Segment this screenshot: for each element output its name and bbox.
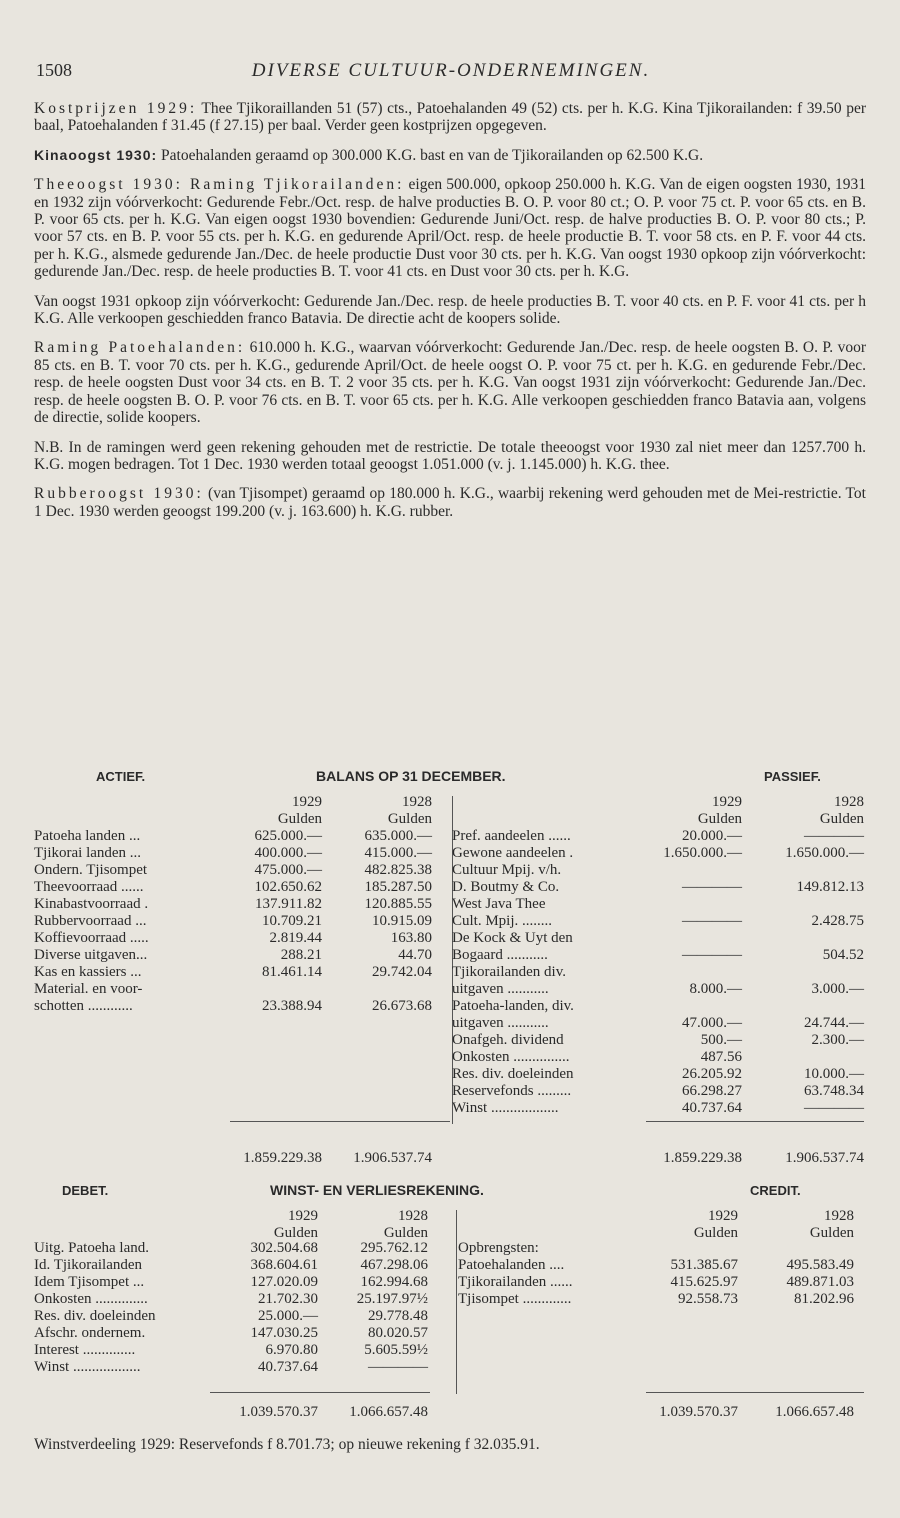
year-header: 1929 (292, 794, 322, 810)
value-1929: ———— (682, 913, 742, 929)
value-1929: 288.21 (280, 947, 322, 963)
total-1928: 1.906.537.74 (353, 1150, 432, 1166)
value-1928: 489.871.03 (786, 1274, 854, 1290)
row-label: Res. div. doeleinden (34, 1308, 156, 1324)
value-1929: 92.558.73 (678, 1291, 738, 1307)
row-label: Patoeha landen ... (34, 828, 141, 844)
page-header (36, 60, 866, 90)
value-1928: 29.742.04 (372, 964, 432, 980)
row-label: Tjikorailanden div. (452, 964, 566, 980)
year-header: 1929 (708, 1208, 738, 1224)
value-1928: 149.812.13 (796, 879, 864, 895)
row-label: Ondern. Tjisompet (34, 862, 148, 878)
row-label: De Kock & Uyt den (452, 930, 573, 946)
balance-sheet (34, 768, 866, 1178)
row-label: uitgaven ........... (452, 1015, 549, 1031)
row-label: Cult. Mpij. ........ (452, 913, 553, 929)
unit-header: Gulden (383, 1225, 428, 1241)
page-number: 1508 (36, 60, 72, 80)
paragraph-lead: Kostprijzen 1929: (34, 100, 198, 117)
value-1929: 127.020.09 (250, 1274, 318, 1290)
total-1929: 1.859.229.38 (243, 1150, 322, 1166)
value-1928: 25.197.97½ (356, 1291, 428, 1307)
value-1928: 163.80 (390, 930, 432, 946)
value-1929: 10.709.21 (262, 913, 322, 929)
value-1929: 47.000.— (682, 1015, 742, 1031)
row-label: schotten ............ (34, 998, 133, 1014)
credit-total-rule (646, 1392, 864, 1393)
unit-header: Gulden (277, 811, 322, 827)
credit-caption: CREDIT. (750, 1183, 801, 1198)
year-header: 1928 (398, 1208, 428, 1224)
value-1928: 295.762.12 (360, 1240, 428, 1256)
value-1929: 475.000.— (254, 862, 322, 878)
value-1928: 185.287.50 (364, 879, 432, 895)
column-divider (456, 1210, 457, 1394)
paragraph-text: Van oogst 1931 opkoop zijn vóórverkocht: Gedurende Jan./Dec. resp. de heele producties B. T. voor 40 cts. en P. F. voor 41 cts. per h K.G. Alle verkoopen geschiedden franco Batavia. De directie acht de koopers solide. (34, 292, 866, 328)
row-label: Id. Tjikorailanden (34, 1257, 143, 1273)
value-1929: 368.604.61 (250, 1257, 318, 1273)
value-1928: 26.673.68 (372, 998, 432, 1014)
row-label: Patoeha-landen, div. (452, 998, 574, 1014)
paragraph-lead: Rubberoogst 1930: (34, 485, 204, 503)
row-label: D. Boutmy & Co. (452, 879, 560, 895)
paragraph-text: Patoehalanden geraamd op 300.000 K.G. bast en van de Tjikorailanden op 62.500 K.G. (157, 146, 704, 164)
passief-caption: PASSIEF. (764, 769, 821, 784)
value-1928: 29.778.48 (368, 1308, 428, 1324)
value-1929: 2.819.44 (269, 930, 322, 946)
row-label: Winst .................. (452, 1100, 559, 1116)
value-1929: 400.000.— (254, 845, 322, 861)
value-1928: ———— (368, 1359, 428, 1375)
profit-distribution-note: Winstverdeeling 1929: Reservefonds f 8.701.73; op nieuwe rekening f 32.035.91. (34, 1436, 540, 1453)
unit-header: Gulden (693, 1225, 738, 1241)
paragraph-text: N.B. In de ramingen werd geen rekening gehouden met de restrictie. De totale theeoogst voor 1930 zal niet meer dan 1257.700 h. K.G. mogen bedragen. Tot 1 Dec. 1930 werden totaal geoogst 1.051.000 (v. j. 1.145.000) h. K.G. thee. (34, 438, 866, 473)
value-1928: 1.650.000.— (785, 845, 864, 861)
row-label: Tjikorailanden ...... (458, 1274, 573, 1290)
value-1929: 23.388.94 (262, 998, 322, 1014)
year-header: 1929 (288, 1208, 318, 1224)
value-1929: 25.000.— (258, 1308, 318, 1324)
value-1928: 495.583.49 (786, 1257, 854, 1273)
row-label: West Java Thee (452, 896, 546, 912)
paragraph (34, 100, 866, 135)
value-1929: 8.000.— (689, 981, 742, 997)
paragraph-text: Thee Tjikoraillanden 51 (57) cts., Patoehalanden 49 (52) cts. per h. K.G. Kina Tjikorailanden: f 39.50 per baal, Patoehalanden f 31.45 (f 27.15) per baal. Verder geen kostprijzen opgegeven. (34, 100, 866, 135)
value-1929: 302.504.68 (250, 1240, 318, 1256)
balance-title: BALANS OP 31 DECEMBER. (316, 768, 506, 784)
value-1929: 40.737.64 (258, 1359, 318, 1375)
value-1929: 102.650.62 (254, 879, 322, 895)
value-1928: ———— (804, 828, 864, 844)
wv-title: WINST- EN VERLIESREKENING. (270, 1182, 484, 1198)
row-label: Patoehalanden .... (458, 1257, 565, 1273)
row-label: Onkosten ............... (452, 1049, 570, 1065)
total-1928: 1.066.657.48 (775, 1404, 854, 1420)
row-label: Onkosten .............. (34, 1291, 148, 1307)
value-1928: 10.915.09 (372, 913, 432, 929)
value-1928: 81.202.96 (794, 1291, 854, 1307)
unit-header: Gulden (819, 811, 864, 827)
paragraph (34, 439, 866, 474)
row-label: Res. div. doeleinden (452, 1066, 574, 1082)
row-label: Tjisompet ............. (458, 1291, 572, 1307)
paragraph-text: eigen 500.000, opkoop 250.000 h. K.G. Van de eigen oogsten 1930, 1931 en 1932 zijn vóórverkocht: Gedurende Febr./Oct. resp. de halve producties B. O. P. voor 80 ct.; O. P. voor 75 ct. P. voor 65 cts. en B. P. voor 65 cts. per h. K.G. Van eigen oogst 1930 bovendien: Gedurende Juni/Oct. resp. de halve producties B. O. P. voor 80 cts.; P. voor 57 cts. en B. P. voor 55 cts. per h. K.G. en gedurende April/Oct. resp. de heele productie B. T. voor 58 cts. en P. F. voor 44 cts. per h. K.G., alsmede gedurende Jan./Dec. de heele productie Dust voor 30 cts. per h. K.G. Van oogst 1930 opkoop zijn vóórverkocht: gedurende Jan./Dec. resp. de heele producties B. T. voor 41 cts. en Dust voor 30 cts. per h. K.G. (34, 176, 866, 281)
row-label: Gewone aandeelen . (452, 845, 574, 861)
unit-header: Gulden (697, 811, 742, 827)
paragraph-text: (van Tjisompet) geraamd op 180.000 h. K.G., waarbij rekening werd gehouden met de Mei-restrictie. Tot 1 Dec. 1930 werden geoogst 199.200 (v. j. 163.600) h. K.G. rubber. (34, 485, 866, 520)
year-header: 1928 (834, 794, 864, 810)
value-1928: 63.748.34 (804, 1083, 864, 1099)
value-1929: 1.650.000.— (663, 845, 742, 861)
row-label: Koffievoorraad ..... (34, 930, 149, 946)
paragraph-lead: Theeoogst 1930: Raming Tjikorailanden: (34, 176, 405, 194)
row-label: Cultuur Mpij. v/h. (452, 862, 562, 878)
passief-total-rule (646, 1121, 864, 1122)
value-1928: 2.300.— (811, 1032, 864, 1048)
value-1929: 531.385.67 (670, 1257, 738, 1273)
value-1929: 500.— (700, 1032, 742, 1048)
row-label: Interest .............. (34, 1342, 136, 1358)
row-label: Reservefonds ......... (452, 1083, 572, 1099)
value-1929: 625.000.— (254, 828, 322, 844)
year-header: 1928 (402, 794, 432, 810)
value-1928: 24.744.— (804, 1015, 864, 1031)
value-1929: 6.970.80 (265, 1342, 318, 1358)
unit-header: Gulden (273, 1225, 318, 1241)
row-label: Tjikorai landen ... (34, 845, 142, 861)
row-label: Rubbervoorraad ... (34, 913, 147, 929)
paragraph-lead: Kinaoogst 1930: (34, 146, 158, 163)
value-1928: 482.825.38 (364, 862, 432, 878)
row-label: Uitg. Patoeha land. (34, 1240, 149, 1256)
value-1929: 66.298.27 (682, 1083, 742, 1099)
value-1928: ———— (804, 1100, 864, 1116)
value-1929: ———— (682, 947, 742, 963)
value-1928: 415.000.— (364, 845, 432, 861)
row-label: Winst .................. (34, 1359, 141, 1375)
value-1928: 162.994.68 (360, 1274, 428, 1290)
row-label: Material. en voor- (34, 981, 143, 997)
debet-total-rule (210, 1392, 430, 1393)
row-label: Onafgeh. dividend (452, 1032, 564, 1048)
row-label: Afschr. ondernem. (34, 1325, 146, 1341)
value-1929: 81.461.14 (262, 964, 322, 980)
row-label: Pref. aandeelen ...... (452, 828, 571, 844)
value-1928: 5.605.59½ (364, 1342, 428, 1358)
value-1929: 147.030.25 (250, 1325, 318, 1341)
total-1929: 1.039.570.37 (659, 1404, 738, 1420)
year-header: 1929 (712, 794, 742, 810)
year-header: 1928 (824, 1208, 854, 1224)
total-1929: 1.039.570.37 (239, 1404, 318, 1420)
value-1928: 120.885.55 (364, 896, 432, 912)
value-1928: 80.020.57 (368, 1325, 428, 1341)
paragraph-lead: Raming Patoehalanden: (34, 339, 246, 357)
value-1928: 44.70 (398, 947, 432, 963)
paragraph (34, 293, 866, 328)
paragraph (34, 176, 866, 280)
debet-caption: DEBET. (62, 1183, 109, 1198)
value-1929: 415.625.97 (670, 1274, 738, 1290)
value-1928: 635.000.— (364, 828, 432, 844)
unit-header: Gulden (809, 1225, 854, 1241)
body-text (34, 100, 866, 532)
total-1928: 1.906.537.74 (785, 1150, 864, 1166)
row-label: uitgaven ........... (452, 981, 549, 997)
value-1929: 20.000.— (682, 828, 742, 844)
total-1929: 1.859.229.38 (663, 1150, 742, 1166)
value-1929: ———— (682, 879, 742, 895)
value-1928: 3.000.— (811, 981, 864, 997)
row-label: Kas en kassiers ... (34, 964, 142, 980)
paragraph (34, 339, 866, 426)
value-1929: 21.702.30 (258, 1291, 318, 1307)
section-label: Opbrengsten: (458, 1240, 539, 1256)
running-title: DIVERSE CULTUUR-ONDERNEMINGEN. (251, 60, 651, 81)
total-1928: 1.066.657.48 (349, 1404, 428, 1420)
actief-total-rule (230, 1121, 450, 1122)
value-1929: 137.911.82 (255, 896, 322, 912)
row-label: Kinabastvoorraad . (34, 896, 149, 912)
value-1928: 504.52 (822, 947, 864, 963)
value-1928: 2.428.75 (811, 913, 864, 929)
unit-header: Gulden (387, 811, 432, 827)
paragraph (34, 485, 866, 520)
profit-loss-account (34, 1182, 866, 1427)
actief-caption: ACTIEF. (96, 769, 146, 784)
value-1929: 487.56 (700, 1049, 742, 1065)
value-1928: 467.298.06 (360, 1257, 428, 1273)
paragraph (34, 147, 866, 164)
row-label: Bogaard ........... (452, 947, 548, 963)
row-label: Diverse uitgaven... (34, 947, 148, 963)
value-1929: 26.205.92 (682, 1066, 742, 1082)
row-label: Idem Tjisompet ... (34, 1274, 145, 1290)
row-label: Theevoorraad ...... (34, 879, 144, 895)
value-1929: 40.737.64 (682, 1100, 742, 1116)
value-1928: 10.000.— (804, 1066, 864, 1082)
paragraph-text: 610.000 h. K.G., waarvan vóórverkocht: Gedurende Jan./Dec. resp. de heele oogsten B. O. P. voor 85 cts. en B. T. voor 70 cts. per h. K.G., gedurende April/Oct. de heele oogst O. P. voor 75 ct. per h. K.G. en gedurende Febr./Dec. resp. de heele oogsten Dust voor 34 cts. en B. T. 2 voor 35 cts. per h. K.G. Van oogst 1931 zijn vóórverkocht: Gedurende Jan./Dec. resp. de heele oogsten B. O. P. voor 76 cts. en B. T. voor 65 cts. per h. K.G. Alle verkoopen geschiedden franco Batavia aan, volgens de directie, solide koopers. (34, 339, 866, 427)
